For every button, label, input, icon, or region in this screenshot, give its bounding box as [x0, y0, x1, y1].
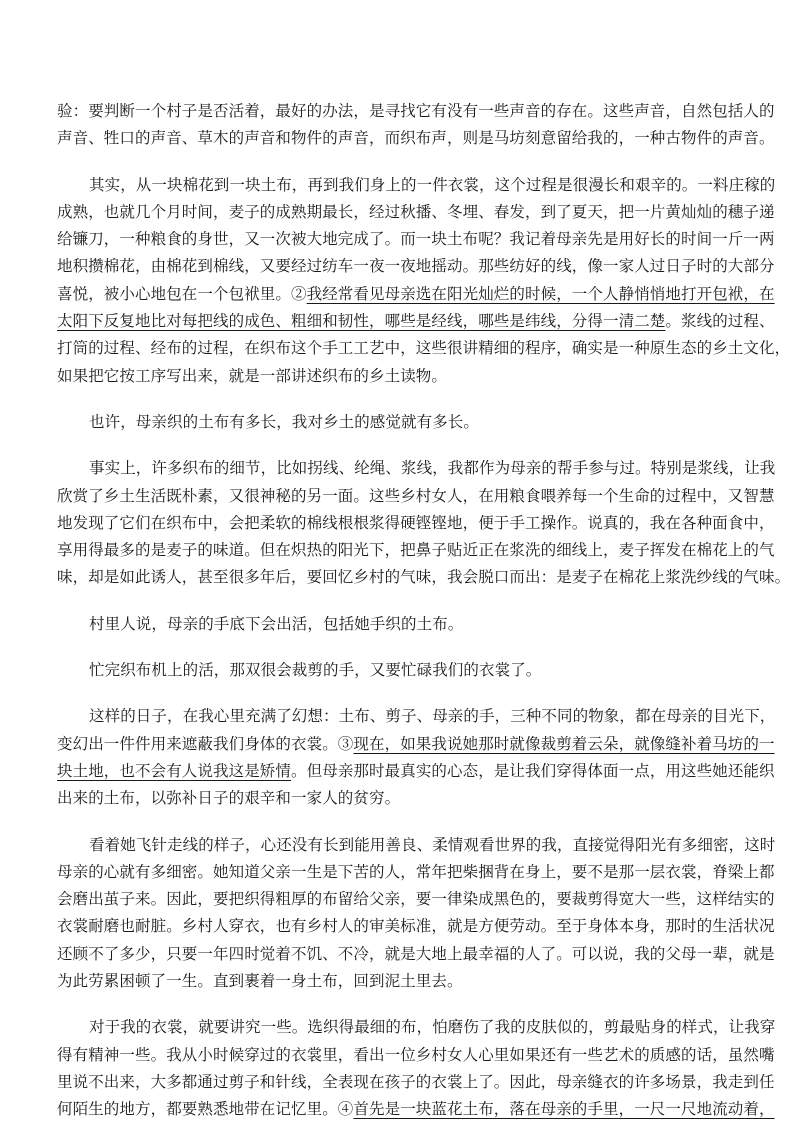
text-line: [57, 1014, 776, 1041]
text-line: [57, 564, 791, 591]
text-line: [57, 199, 775, 226]
text-segment: 打筒的过程、经布的过程，在织布这个手工工艺中，这些很讲精细的程序，确实是一种原生态的乡土文化，: [57, 339, 791, 358]
text-line: [57, 611, 743, 638]
text-line: [57, 409, 743, 436]
text-line: [57, 1096, 775, 1123]
paragraph: [57, 455, 791, 591]
text-segment: 为此劳累困顿了一生。直到裹着一身土布，回到泥土里去。: [57, 972, 463, 991]
text-segment: 母亲的心就有多细密。她知道父亲一生是下苦的人，常年把柴捆背在身上，要不是那一层衣裳，脊梁上都: [57, 862, 775, 881]
text-segment: 欣赏了乡土生活既朴素，又很神秘的另一面。这些乡村女人，在用粮食喂养每一个生命的过程中，又智慧: [57, 486, 775, 505]
paragraph: [57, 1014, 776, 1123]
text-segment: 如果把它按工序写出来，就是一部讲述织布的乡土读物。: [57, 366, 448, 385]
text-line: [57, 335, 791, 362]
text-segment: 地积攒棉花，由棉花到棉线，又要经过纺车一夜一夜地摇动。那些纺好的线，像一家人过日子时的大部分: [57, 257, 775, 276]
text-segment: 验：要判断一个村子是否活着，最好的办法，是寻找它有没有一些声音的存在。这些声音，自然包括人的: [57, 102, 775, 120]
paragraph: [57, 172, 791, 390]
text-line: [57, 253, 775, 280]
text-line: [57, 98, 775, 125]
text-segment: 出来的土布，以弥补日子的艰辛和一家人的贫穷。: [57, 789, 401, 808]
text-line: [57, 832, 776, 859]
paragraph: [57, 832, 776, 996]
text-segment: 。浆线的过程、: [665, 312, 775, 331]
text-line: [57, 308, 775, 335]
text-line: [57, 657, 743, 684]
paragraph: [57, 703, 776, 812]
text-line: [57, 363, 743, 390]
text-segment: 喜悦，被小心地包在一个包袱里。②: [57, 284, 307, 303]
text-segment: 声音、牲口的声音、草木的声音和物件的声音，而织布声，则是马坊刻意留给我的，一种古物件的声音。: [57, 129, 775, 148]
text-segment: 衣裳耐磨也耐脏。乡村人穿衣，也有乡村人的审美标准，就是方便劳动。至于身体本身，那时的生活状况: [57, 917, 775, 936]
text-segment: 享用得最多的是麦子的味道。但在炽热的阳光下，把鼻子贴近正在浆洗的细线上，麦子挥发在棉花上的气: [57, 541, 775, 560]
text-line: [57, 1042, 775, 1069]
text-line: [57, 968, 743, 995]
text-line: [57, 125, 775, 152]
paragraph: [57, 98, 775, 153]
text-line: [57, 886, 775, 913]
text-segment: 看着她飞针走线的样子，心还没有长到能用善良、柔情观看世界的我，直接觉得阳光有多细密，这时: [89, 835, 776, 854]
text-line: [57, 859, 775, 886]
text-segment: 忙完织布机上的活，那双很会裁剪的手，又要忙碌我们的衣裳了。: [89, 661, 542, 680]
text-segment: 事实上，许多织布的细节，比如拐线、纶绳、浆线，我都作为母亲的帮手参与过。特别是浆线，让我: [89, 459, 776, 478]
document-page: [57, 98, 791, 1143]
text-line: [57, 510, 775, 537]
underlined-sentence: 块土地，也不会有人说我这是矫情: [57, 761, 292, 780]
text-line: [57, 785, 743, 812]
text-segment: 成熟，也就几个月时间，麦子的成熟期最长，经过秋播、冬埋、春发，到了夏天，把一片黄灿灿的穗子递: [57, 202, 775, 221]
text-line: [57, 731, 775, 758]
text-segment: 其实，从一块棉花到一块土布，再到我们身上的一件衣裳，这个过程是很漫长和艰辛的。一料庄稼的: [89, 175, 776, 194]
text-line: [57, 913, 775, 940]
text-segment: 。但母亲那时最真实的心态，是让我们穿得体面一点，用这些她还能织: [291, 761, 775, 780]
text-line: [57, 941, 775, 968]
text-segment: 这样的日子，在我心里充满了幻想：土布、剪子、母亲的手，三种不同的物象，都在母亲的目光下，: [89, 707, 776, 726]
text-line: [57, 537, 775, 564]
text-line: [57, 172, 776, 199]
text-segment: 里说不出来，大多都通过剪子和针线，全表现在孩子的衣裳上了。因此，母亲缝衣的许多场景，我走到任: [57, 1072, 775, 1091]
text-line: [57, 483, 775, 510]
text-segment: 味，却是如此诱人，甚至很多年后，要回忆乡村的气味，我会脱口而出：是麦子在棉花上浆洗纱线的气味。: [57, 568, 791, 587]
text-segment: 地发现了它们在织布中，会把柔软的棉线根根浆得硬铿铿地，便于手工操作。说真的，我在各种面食中，: [57, 513, 775, 532]
text-line: [57, 455, 776, 482]
paragraph: [57, 409, 743, 436]
underlined-sentence: 现在，如果我说她那时就像裁剪着云朵，就像缝补着马坊的一: [353, 734, 775, 753]
text-segment: 会磨出茧子来。因此，要把织得粗厚的布留给父亲，要一律染成黑色的，要裁剪得宽大一些，这样结实的: [57, 890, 775, 909]
paragraph: [57, 611, 743, 638]
text-segment: 村里人说，母亲的手底下会出活，包括她手织的土布。: [89, 614, 464, 633]
text-line: [57, 1069, 775, 1096]
text-line: [57, 703, 776, 730]
text-segment: 得有精神一些。我从小时候穿过的衣裳里，看出一位乡村女人心里如果还有一些艺术的质感的话，虽然嘴: [57, 1045, 775, 1064]
underlined-sentence: 首先是一块蓝花土布，落在母亲的手里，一尺一尺地流动着，: [353, 1100, 775, 1119]
text-segment: 对于我的衣裳，就要讲究一些。选织得最细的布，怕磨伤了我的皮肤似的，剪最贴身的样式，让我穿: [89, 1018, 776, 1037]
text-line: [57, 281, 775, 308]
text-line: [57, 226, 775, 253]
text-line: [57, 758, 775, 785]
text-segment: 变幻出一件件用来遮蔽我们身体的衣裳。③: [57, 734, 354, 753]
underlined-sentence: 我经常看见母亲选在阳光灿烂的时候，一个人静悄悄地打开包袱，在: [306, 284, 775, 303]
text-segment: 给镰刀，一种粮食的身世，又一次被大地完成了。而一块土布呢？我记着母亲先是用好长的时间一斤一两: [57, 230, 775, 249]
paragraph: [57, 657, 743, 684]
text-segment: 何陌生的地方，都要熟悉地带在记忆里。④: [57, 1100, 354, 1119]
text-segment: 还顾不了多少，只要一年四时觉着不饥、不冷，就是大地上最幸福的人了。可以说，我的父母一辈，就是: [57, 944, 775, 963]
text-segment: 也许，母亲织的土布有多长，我对乡土的感觉就有多长。: [89, 412, 480, 431]
underlined-sentence: 太阳下反复地比对每把线的成色、粗细和韧性，哪些是经线，哪些是纬线，分得一清二楚: [57, 312, 666, 331]
